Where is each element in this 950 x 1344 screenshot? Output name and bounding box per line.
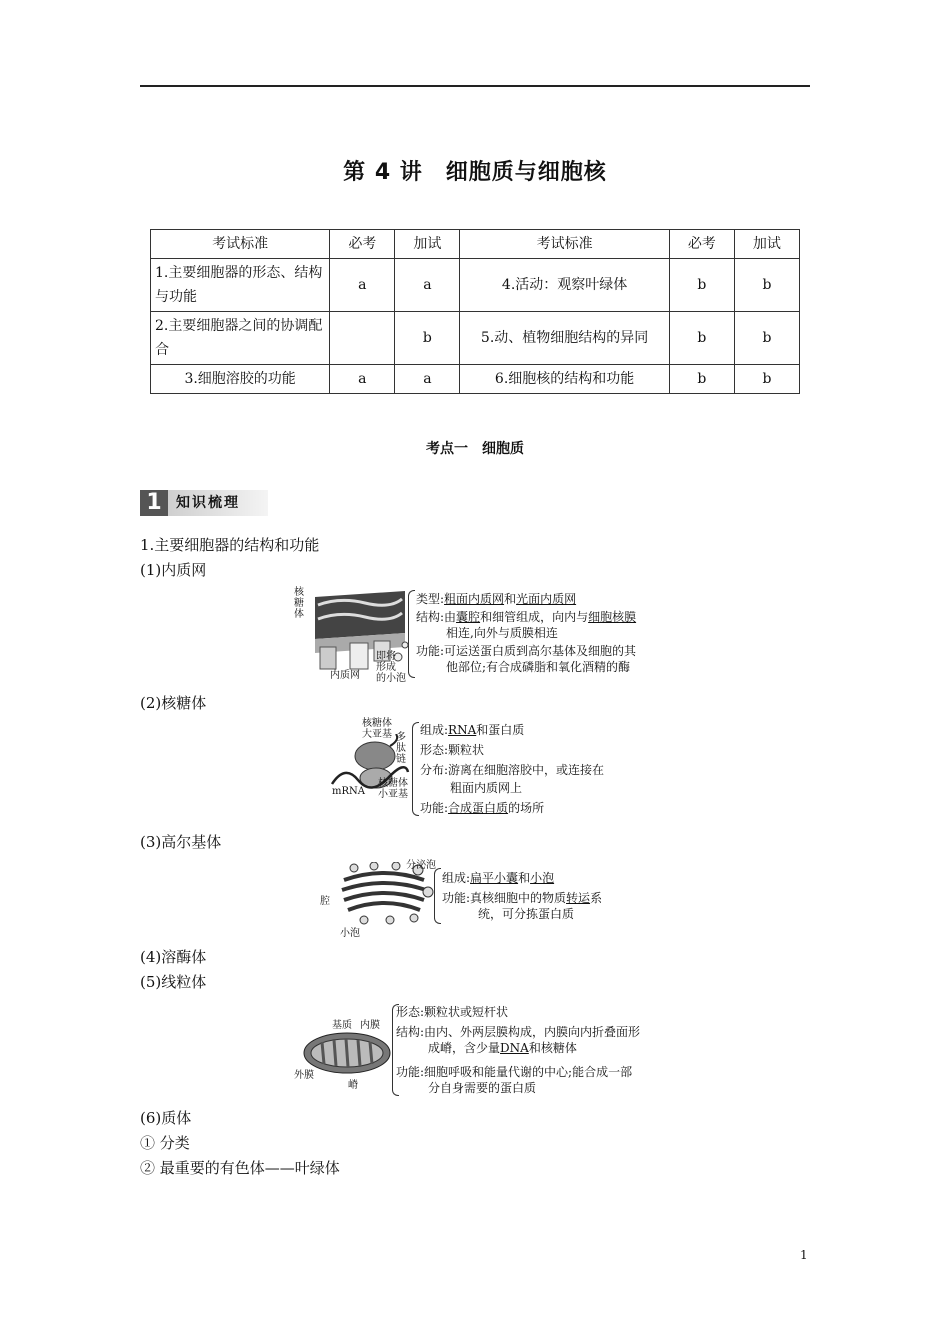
er-figure — [290, 585, 670, 685]
table-cell: 5.动、植物细胞结构的异同 — [460, 312, 669, 365]
er-brace — [408, 590, 415, 678]
er-structure-line2: 相连,向外与质膜相连 — [446, 626, 558, 640]
golgi-function: 功能:真核细胞中的物质转运系 — [442, 891, 603, 905]
er-type: 类型:粗面内质网和光面内质网 — [416, 592, 577, 606]
label-peptide: 多 肽 链 — [396, 732, 406, 765]
table-cell: a — [395, 259, 460, 312]
label-outer-membrane: 外膜 — [294, 1070, 314, 1081]
item-classification: ① 分类 — [140, 1134, 190, 1152]
label-mrna: mRNA — [332, 786, 365, 797]
label-large-subunit: 核糖体 大亚基 — [362, 718, 392, 740]
page-title: 第 4 讲 细胞质与细胞核 — [343, 160, 607, 185]
mitochondria-illustration — [302, 1030, 392, 1076]
label-cavity: 腔 — [320, 896, 330, 907]
label-matrix: 基质 — [332, 1020, 352, 1031]
header-cell: 加试 — [734, 230, 799, 259]
ribosome-brace — [412, 722, 419, 816]
heading-mitochondria: (5)线粒体 — [140, 973, 207, 991]
table-cell: b — [669, 259, 734, 312]
er-function: 功能:可运送蛋白质到高尔基体及细胞的其 — [416, 644, 637, 658]
table-cell: b — [669, 365, 734, 394]
header-cell: 考试标准 — [151, 230, 330, 259]
mito-structure: 结构:由内、外两层膜构成，内膜向内折叠面形 — [396, 1025, 641, 1039]
table-cell: b — [669, 312, 734, 365]
mito-structure-line2: 成嵴，含少量DNA和核糖体 — [428, 1041, 577, 1055]
golgi-illustration — [334, 862, 434, 926]
golgi-function-line2: 统，可分拣蛋白质 — [478, 907, 575, 921]
table-cell: b — [734, 312, 799, 365]
table-row — [151, 365, 800, 394]
heading-plastid: (6)质体 — [140, 1109, 192, 1127]
label-small-vesicle: 小泡 — [340, 928, 360, 939]
badge-number: 1 — [140, 490, 168, 516]
section-title: 考点一 细胞质 — [426, 441, 524, 457]
table-cell: 3.细胞溶胶的功能 — [151, 365, 330, 394]
table-cell: 1.主要细胞器的形态、结构与功能 — [151, 259, 330, 312]
golgi-brace — [434, 868, 441, 924]
header-cell: 考试标准 — [460, 230, 669, 259]
table-cell: b — [395, 312, 460, 365]
top-rule — [140, 85, 810, 87]
ribosome-figure — [330, 716, 660, 820]
mito-function: 功能:细胞呼吸和能量代谢的中心;能合成一部 — [396, 1065, 633, 1079]
table-cell: a — [395, 365, 460, 394]
heading-lysosome: (4)溶酶体 — [140, 948, 207, 966]
table-cell: 2.主要细胞器之间的协调配合 — [151, 312, 330, 365]
table-cell: 6.细胞核的结构和功能 — [460, 365, 669, 394]
mito-function-line2: 分自身需要的蛋白质 — [428, 1081, 537, 1095]
ribosome-function: 功能:合成蛋白质的场所 — [420, 801, 545, 815]
label-small-subunit: 核糖体 小亚基 — [378, 778, 408, 800]
table-cell: b — [734, 259, 799, 312]
label-inner-membrane: 内膜 — [360, 1020, 380, 1031]
table-row — [151, 259, 800, 312]
table-cell: b — [734, 365, 799, 394]
er-structure: 结构:由囊腔和细管组成，向内与细胞核膜 — [416, 610, 637, 624]
table-cell: a — [330, 259, 395, 312]
label-ribosome: 核 糖 体 — [294, 587, 304, 620]
ribosome-shape: 形态:颗粒状 — [420, 743, 485, 757]
label-secretory-vesicle: 分泌泡 — [406, 860, 436, 871]
heading-ribosome: (2)核糖体 — [140, 694, 207, 712]
label-er: 内质网 — [330, 670, 360, 681]
table-row — [151, 312, 800, 365]
mito-shape: 形态:颗粒状或短杆状 — [396, 1005, 509, 1019]
heading-golgi: (3)高尔基体 — [140, 833, 222, 851]
golgi-figure — [318, 858, 638, 942]
table-cell — [330, 312, 395, 365]
heading-organelles: 1.主要细胞器的结构和功能 — [140, 536, 320, 554]
page-number: 1 — [800, 1248, 808, 1262]
table-cell: 4.活动：观察叶绿体 — [460, 259, 669, 312]
knowledge-badge — [140, 490, 268, 516]
exam-standard-table — [150, 229, 800, 394]
item-chloroplast: ② 最重要的有色体——叶绿体 — [140, 1159, 340, 1177]
table-header-row — [151, 230, 800, 259]
ribosome-distribution: 分布:游离在细胞溶胶中，或连接在 — [420, 763, 605, 777]
ribosome-composition: 组成:RNA和蛋白质 — [420, 723, 525, 737]
badge-label: 知识梳理 — [168, 490, 268, 516]
ribosome-distribution-line2: 粗面内质网上 — [450, 781, 523, 795]
heading-er: (1)内质网 — [140, 561, 207, 579]
golgi-composition: 组成:扁平小囊和小泡 — [442, 871, 555, 885]
label-vesicle: 即将 形成 的小泡 — [376, 651, 406, 684]
header-cell: 加试 — [395, 230, 460, 259]
er-function-line2: 他部位;有合成磷脂和氧化酒精的酶 — [446, 660, 631, 674]
table-cell: a — [330, 365, 395, 394]
header-cell: 必考 — [669, 230, 734, 259]
header-cell: 必考 — [330, 230, 395, 259]
mitochondria-figure — [292, 1000, 662, 1100]
label-crista: 嵴 — [348, 1080, 358, 1091]
